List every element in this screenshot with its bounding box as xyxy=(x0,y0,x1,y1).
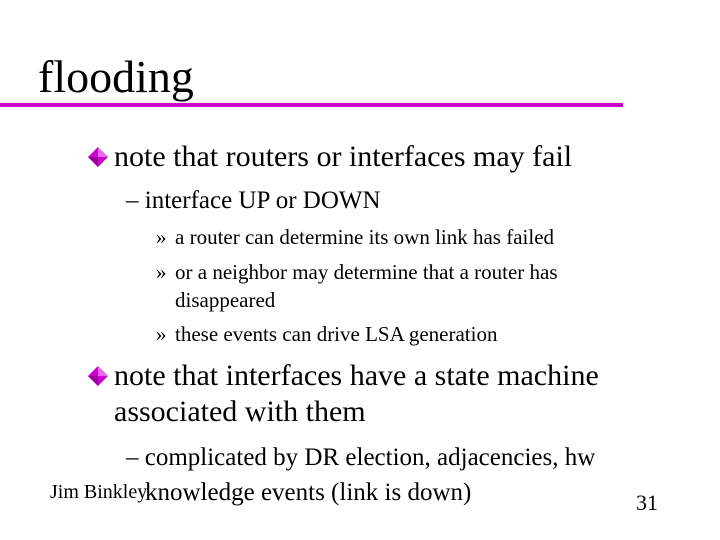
bullet-2-line-1: note that interfaces have a state machine xyxy=(114,359,599,392)
bullet-2-sub-1-line-2: knowledge events (link is down) xyxy=(145,479,472,506)
diamond-bullet-icon xyxy=(87,146,109,168)
diamond-bullet-icon xyxy=(87,365,109,387)
bullet-2-sub-1-line-1: – complicated by DR election, adjacencies, hw xyxy=(126,444,596,471)
subsub-marker-3: » xyxy=(156,322,167,346)
bullet-2-line-2: associated with them xyxy=(114,395,366,428)
title-underline xyxy=(0,103,623,107)
slide-title: flooding xyxy=(38,51,194,102)
bullet-1-text: note that routers or interfaces may fail xyxy=(114,140,573,173)
subsub-marker-2: » xyxy=(156,260,167,284)
subsub-marker-1: » xyxy=(156,225,167,249)
subsub-2-line-1: or a neighbor may determine that a router has xyxy=(175,260,558,284)
bullet-1-sub-1: – interface UP or DOWN xyxy=(126,187,381,214)
subsub-3-text: these events can drive LSA generation xyxy=(175,322,498,346)
page-number: 31 xyxy=(636,490,658,515)
subsub-1-text: a router can determine its own link has failed xyxy=(175,225,555,249)
subsub-2-line-2: disappeared xyxy=(175,288,276,312)
footer-author: Jim Binkley xyxy=(50,481,148,503)
